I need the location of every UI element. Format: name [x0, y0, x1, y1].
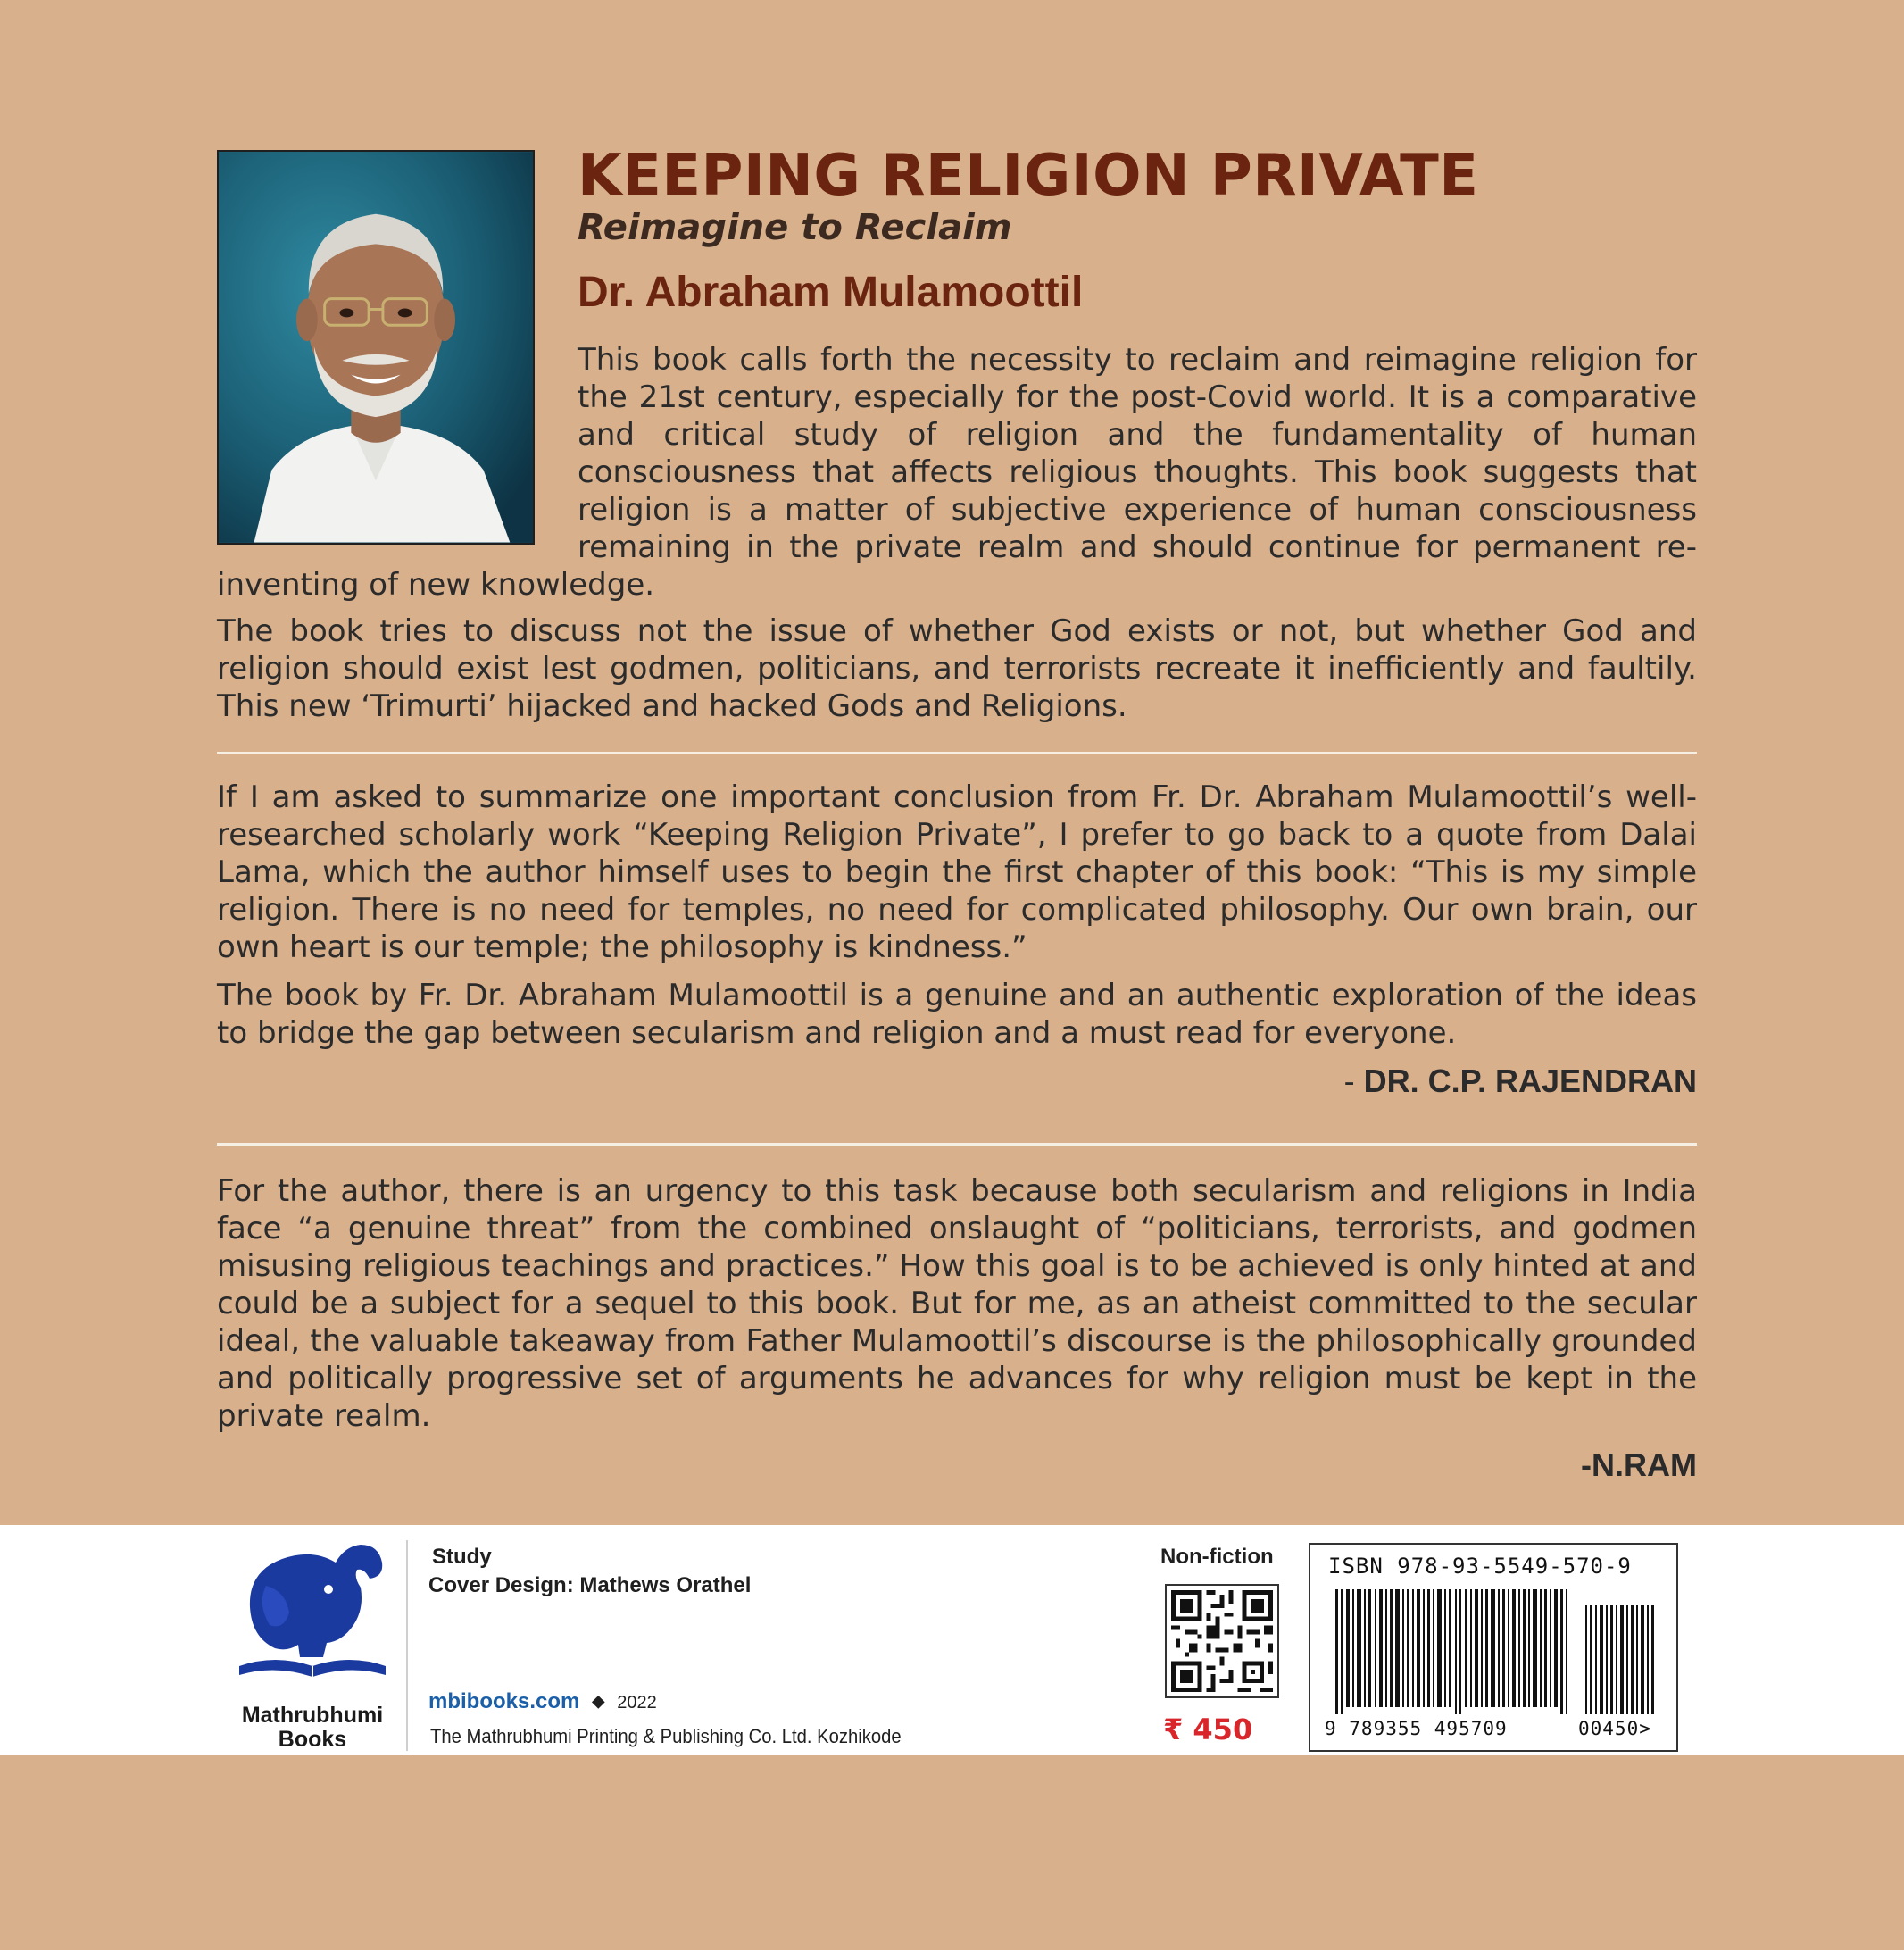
elephant-book-icon — [230, 1532, 395, 1686]
review-1-signature — [1344, 1062, 1697, 1100]
website-line — [428, 1689, 657, 1714]
review-2-signature: -N.RAM — [1581, 1446, 1697, 1483]
isbn-barcode-box — [1309, 1543, 1678, 1752]
barcode-digits: 9 789355 495709 — [1325, 1718, 1508, 1739]
section-divider — [217, 1143, 1697, 1146]
isbn-number: ISBN 978-93-5549-570-9 — [1328, 1554, 1632, 1579]
description-paragraph-2: The book tries to discuss not the issue of whether God exists or not, but whether God and religion should exist lest godmen, politicians, and terrorists recreate it inefficiently and faultily. This new ‘Trimurti’ hijacked and hacked Gods and Religions. — [217, 613, 1697, 724]
review-1-paragraph-2: The book by Fr. Dr. Abraham Mulamoottil is a genuine and an authentic exploration of the ideas to bridge the gap between secularism and religion and a must read for everyone. — [217, 978, 1697, 1051]
description-paragraph-1: This book calls forth the necessity to reclaim and reimagine religion for the 21st century, especially for the post-Covid world. It is a comparative and critical study of religion and the fundamentality of human consciousness that affects religious thoughts. This book suggests that religion is a matter of subjective experience of human consciousness remaining in the private realm and should continue for permanent re-inventing of new knowledge. — [217, 342, 1697, 603]
diamond-icon: ◆ — [592, 1692, 605, 1710]
signature-dash: - — [1343, 1062, 1364, 1099]
section-divider — [217, 752, 1697, 754]
logo-line-2: Books — [278, 1727, 347, 1752]
printer-credit: The Mathrubhumi Printing & Publishing Co. Ltd. Kozhikode — [430, 1725, 902, 1747]
publisher-logo — [230, 1532, 395, 1754]
review-1-paragraph-1: If I am asked to summarize one important conclusion from Fr. Dr. Abraham Mulamoottil’s well-researched scholarly work “Keeping Religion Private”, I prefer to go back to a quote from Dalai Lama, which the author himself uses to begin the first chapter of this book: “This is my simple religion. There is no need for temples, no need for complicated philosophy. Our own brain, our own heart is our temple; the philosophy is kindness.” — [217, 779, 1697, 965]
qr-code — [1165, 1584, 1279, 1698]
book-title: KEEPING RELIGION PRIVATE — [578, 143, 1479, 209]
addon-digits: 00450> — [1578, 1718, 1651, 1739]
website-link[interactable]: mbibooks.com — [428, 1689, 580, 1713]
author-name: Dr. Abraham Mulamoottil — [578, 269, 1084, 316]
logo-line-1: Mathrubhumi — [241, 1703, 384, 1728]
genre-label: Non-fiction — [1160, 1545, 1274, 1569]
reviewer-name: DR. C.P. RAJENDRAN — [1363, 1062, 1697, 1099]
price-label: ₹ 450 — [1163, 1712, 1253, 1746]
review-2-paragraph: For the author, there is an urgency to this task because both secularism and religions in India face “a genuine threat” from the combined onslaught of “politicians, terrorists, and godmen misusing religious teachings and practices.” How this goal is to be achieved is only hinted at and could be a subject for a sequel to this book. But for me, as an atheist committed to the secular ideal, the valuable takeaway from Father Mulamoottil’s discourse is the philosophically grounded and politically progressive set of arguments he advances for why religion must be kept in the private realm. — [217, 1173, 1697, 1434]
category-label: Study — [432, 1545, 492, 1569]
cover-design-credit: Cover Design: Mathews Orathel — [428, 1573, 752, 1597]
qr-code-icon — [1167, 1586, 1277, 1696]
book-subtitle: Reimagine to Reclaim — [578, 207, 1012, 248]
publisher-logo-text — [230, 1704, 395, 1752]
band-divider — [406, 1540, 408, 1751]
barcode-icon — [1326, 1589, 1666, 1714]
publication-year: 2022 — [617, 1693, 657, 1712]
